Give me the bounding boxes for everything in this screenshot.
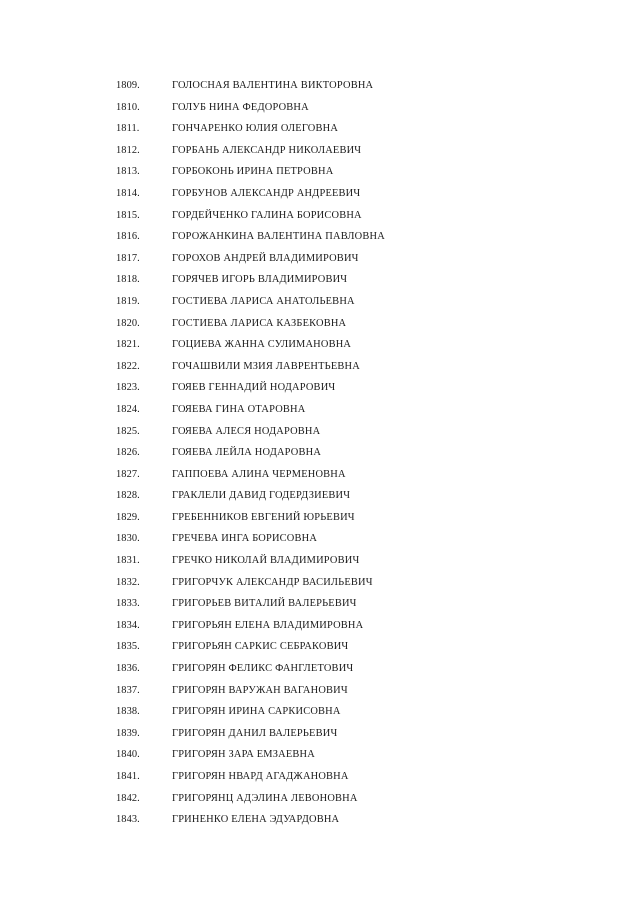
entry-name: ГРИГОРЯН НВАРД АГАДЖАНОВНА (172, 771, 349, 782)
entry-number: 1819. (116, 295, 140, 307)
entry-number: 1829. (116, 511, 140, 523)
list-item (0, 658, 639, 680)
entry-name: ГАППОЕВА АЛИНА ЧЕРМЕНОВНА (172, 468, 346, 480)
entry-name: ГРИГОРЧУК АЛЕКСАНДР ВАСИЛЬЕВИЧ (172, 576, 373, 588)
entry-number: 1817. (116, 252, 140, 264)
entry-name: ГРИГОРЯН ИРИНА САРКИСОВНА (172, 706, 341, 718)
entry-name: ГОРДЕЙЧЕНКО ГАЛИНА БОРИСОВНА (172, 209, 362, 221)
list-item (0, 334, 639, 356)
list-item (0, 636, 639, 658)
entry-number: 1809. (116, 80, 140, 91)
entry-name: ГРИГОРЬЯН ЕЛЕНА ВЛАДИМИРОВНА (172, 619, 364, 631)
list-item (0, 744, 639, 766)
entry-number: 1810. (116, 101, 140, 113)
entry-number: 1824. (116, 403, 140, 415)
list-item (0, 226, 639, 248)
list-item (0, 356, 639, 378)
list-item (0, 809, 639, 831)
entry-number: 1828. (116, 490, 140, 502)
list-item (0, 593, 639, 615)
list-item (0, 615, 639, 637)
list-item (0, 183, 639, 205)
entry-number: 1814. (116, 187, 140, 199)
list-item (0, 507, 639, 529)
entry-name: ГОРОХОВ АНДРЕЙ ВЛАДИМИРОВИЧ (172, 252, 359, 264)
entry-number: 1826. (116, 447, 140, 459)
list-item (0, 766, 639, 788)
entry-number: 1821. (116, 339, 140, 351)
list-item (0, 205, 639, 227)
entry-name: ГОЯЕВА ГИНА ОТАРОВНА (172, 403, 306, 415)
entry-name: ГРИГОРЬЯН САРКИС СЕБРАКОВИЧ (172, 641, 349, 653)
entry-name: ГРЕЧЕВА ИНГА БОРИСОВНА (172, 533, 318, 545)
entry-name: ГОЛУБ НИНА ФЕДОРОВНА (172, 101, 309, 113)
list-item (0, 528, 639, 550)
entry-number: 1832. (116, 576, 140, 588)
entry-name: ГРИГОРЯН ВАРУЖАН ВАГАНОВИЧ (172, 684, 348, 696)
list-item (0, 75, 639, 97)
entry-name: ГОЛОСНАЯ ВАЛЕНТИНА ВИКТОРОВНА (172, 80, 374, 91)
entry-name: ГОНЧАРЕНКО ЮЛИЯ ОЛЕГОВНА (172, 123, 339, 135)
entry-name: ГРИГОРЯН ЗАРА ЕМЗАЕВНА (172, 749, 315, 761)
entry-number: 1813. (116, 166, 140, 178)
entry-name: ГОРБУНОВ АЛЕКСАНДР АНДРЕЕВИЧ (172, 187, 361, 199)
entry-number: 1843. (116, 814, 140, 826)
entry-name: ГРИНЕНКО ЕЛЕНА ЭДУАРДОВНА (172, 814, 340, 826)
entry-number: 1818. (116, 274, 140, 286)
entry-number: 1837. (116, 684, 140, 696)
list-item (0, 269, 639, 291)
entry-number: 1827. (116, 468, 140, 480)
entry-number: 1825. (116, 425, 140, 437)
list-item (0, 313, 639, 335)
entry-name: ГОЧАШВИЛИ МЗИЯ ЛАВРЕНТЬЕВНА (172, 360, 360, 372)
list-item (0, 680, 639, 702)
entry-number: 1816. (116, 231, 140, 243)
entry-name: ГОРЯЧЕВ ИГОРЬ ВЛАДИМИРОВИЧ (172, 274, 348, 286)
entry-name: ГРАКЛЕЛИ ДАВИД ГОДЕРДЗИЕВИЧ (172, 490, 351, 502)
list-item (0, 377, 639, 399)
entry-number: 1822. (116, 360, 140, 372)
entry-number: 1839. (116, 727, 140, 739)
list-item (0, 248, 639, 270)
list-item (0, 421, 639, 443)
entry-name: ГРИГОРЯН ДАНИЛ ВАЛЕРЬЕВИЧ (172, 727, 338, 739)
entry-name: ГОРБАНЬ АЛЕКСАНДР НИКОЛАЕВИЧ (172, 144, 362, 156)
entry-number: 1812. (116, 144, 140, 156)
entry-name: ГОЦИЕВА ЖАННА СУЛИМАНОВНА (172, 339, 352, 351)
entry-number: 1830. (116, 533, 140, 545)
list-item (0, 701, 639, 723)
entry-number: 1815. (116, 209, 140, 221)
entry-name: ГОРБОКОНЬ ИРИНА ПЕТРОВНА (172, 166, 334, 178)
entry-name: ГОЯЕВА АЛЕСЯ НОДАРОВНА (172, 425, 321, 437)
entry-number: 1820. (116, 317, 140, 329)
list-item (0, 291, 639, 313)
list-item (0, 399, 639, 421)
entry-number: 1823. (116, 382, 140, 394)
entry-number: 1831. (116, 555, 140, 567)
entry-name: ГОСТИЕВА ЛАРИСА АНАТОЛЬЕВНА (172, 295, 355, 307)
entry-number: 1834. (116, 619, 140, 631)
entry-number: 1835. (116, 641, 140, 653)
name-list (0, 75, 639, 831)
list-item (0, 572, 639, 594)
entry-number: 1840. (116, 749, 140, 761)
entry-name: ГОСТИЕВА ЛАРИСА КАЗБЕКОВНА (172, 317, 347, 329)
entry-number: 1833. (116, 598, 140, 610)
entry-name: ГРЕЧКО НИКОЛАЙ ВЛАДИМИРОВИЧ (172, 555, 360, 567)
entry-number: 1838. (116, 706, 140, 718)
list-item (0, 464, 639, 486)
entry-name: ГРИГОРЯНЦ АДЭЛИНА ЛЕВОНОВНА (172, 792, 358, 804)
list-item (0, 723, 639, 745)
entry-name: ГРИГОРЯН ФЕЛИКС ФАНГЛЕТОВИЧ (172, 663, 354, 675)
entry-number: 1811. (116, 123, 140, 135)
list-item (0, 118, 639, 140)
entry-name: ГОРОЖАНКИНА ВАЛЕНТИНА ПАВЛОВНА (172, 231, 385, 243)
entry-name: ГОЯЕВ ГЕННАДИЙ НОДАРОВИЧ (172, 382, 336, 394)
list-item (0, 788, 639, 810)
entry-name: ГРИГОРЬЕВ ВИТАЛИЙ ВАЛЕРЬЕВИЧ (172, 598, 357, 610)
entry-name: ГРЕБЕННИКОВ ЕВГЕНИЙ ЮРЬЕВИЧ (172, 511, 355, 523)
list-item (0, 550, 639, 572)
list-item (0, 442, 639, 464)
entry-number: 1836. (116, 663, 140, 675)
list-item (0, 97, 639, 119)
entry-name: ГОЯЕВА ЛЕЙЛА НОДАРОВНА (172, 447, 322, 459)
entry-number: 1842. (116, 792, 140, 804)
list-item (0, 161, 639, 183)
entry-number: 1841. (116, 771, 140, 782)
list-item (0, 485, 639, 507)
list-item (0, 140, 639, 162)
